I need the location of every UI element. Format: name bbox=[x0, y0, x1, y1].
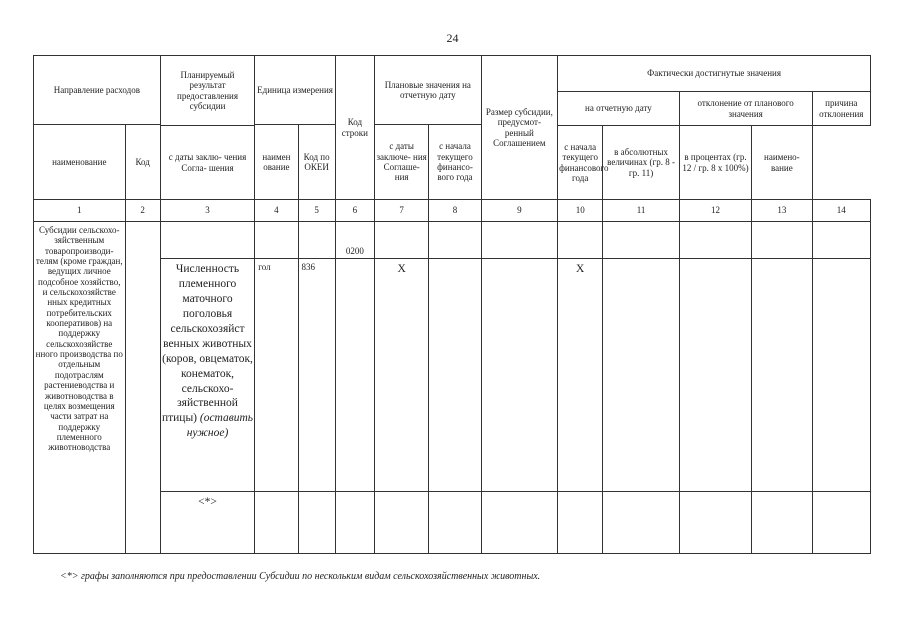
empty-cell bbox=[335, 259, 374, 492]
empty-cell bbox=[812, 222, 870, 259]
empty-cell bbox=[374, 222, 428, 259]
result-text: Численность племенного маточного поголовья сельскохозяйст венных животных (коров, овцематок, конематок, сельскохо- зяйственной птицы) bbox=[161, 263, 253, 425]
empty-cell bbox=[603, 222, 679, 259]
plan-x-cell: Х bbox=[374, 259, 428, 492]
col-number: 10 bbox=[558, 200, 603, 222]
col-number: 7 bbox=[374, 200, 428, 222]
col-number: 1 bbox=[34, 200, 126, 222]
okei-cell: 836 bbox=[298, 259, 335, 492]
header-planiruemyi: Планируемый результат предоставления субсидии bbox=[160, 56, 255, 126]
empty-cell bbox=[255, 222, 298, 259]
header-prich-naim: наимено- вание bbox=[752, 126, 812, 200]
col-number: 11 bbox=[603, 200, 679, 222]
empty-cell bbox=[558, 222, 603, 259]
empty-cell bbox=[679, 222, 751, 259]
header-plan-s-nachala: с начала текущего финансо- вого года bbox=[429, 125, 481, 200]
empty-cell bbox=[603, 492, 679, 554]
header-fakt-s-daty: с даты заклю- чения Согла- шения bbox=[160, 126, 255, 200]
empty-cell bbox=[481, 259, 557, 492]
empty-cell bbox=[374, 492, 428, 554]
direction-cell: Субсидии сельскохо- зяйственным товаропроизводи- телям (кроме граждан, ведущих личное подсобное хозяйство, и сельскохозяйстве нных кредитных потребительских кооперативов) на поддержку сельскохозяйстве нного производства по отдельным подотраслям растениеводства и животноводства в целях возмещения части затрат на поддержку племенного животноводства bbox=[34, 222, 126, 554]
header-fakt-s-nachala: с начала текущего финансового года bbox=[558, 126, 603, 200]
result-note: (оставить нужное) bbox=[186, 412, 254, 440]
col-number: 2 bbox=[125, 200, 160, 222]
empty-cell bbox=[558, 492, 603, 554]
header-plan-s-daty: с даты заключе- ния Соглаше- ния bbox=[374, 125, 428, 200]
page-number: 24 bbox=[446, 31, 459, 45]
col-number: 9 bbox=[481, 200, 557, 222]
empty-cell bbox=[335, 492, 374, 554]
result-cell bbox=[160, 259, 255, 492]
header-ed-okei: Код по ОКЕИ bbox=[298, 125, 335, 200]
empty-cell bbox=[429, 222, 481, 259]
footnote: <*> графы заполняются при предоставлении Субсидии по нескольким видам сельскохозяйственных животных. bbox=[60, 571, 541, 582]
unit-cell: гол bbox=[255, 259, 298, 492]
header-naimenovanie: наименование bbox=[34, 125, 126, 200]
empty-cell bbox=[679, 492, 751, 554]
header-otklonenie: отклонение от планового значения bbox=[679, 92, 812, 126]
empty-cell bbox=[752, 492, 812, 554]
header-na-otchet: на отчетную дату bbox=[558, 92, 680, 126]
col-number: 12 bbox=[679, 200, 751, 222]
empty-cell bbox=[812, 259, 870, 492]
header-plan-znach: Плановые значения на отчетную дату bbox=[374, 56, 481, 125]
col-number: 6 bbox=[335, 200, 374, 222]
empty-cell bbox=[603, 259, 679, 492]
header-kod: Код bbox=[125, 125, 160, 200]
empty-cell bbox=[160, 222, 255, 259]
empty-cell bbox=[298, 492, 335, 554]
star-cell: <*> bbox=[160, 492, 255, 554]
col-number: 14 bbox=[812, 200, 870, 222]
empty-cell bbox=[481, 222, 557, 259]
header-napravlenie: Направление расходов bbox=[34, 56, 161, 125]
empty-cell bbox=[298, 222, 335, 259]
empty-cell bbox=[752, 259, 812, 492]
empty-cell bbox=[812, 492, 870, 554]
empty-cell bbox=[255, 492, 298, 554]
header-v-proc: в процентах (гр. 12 / гр. 8 х 100%) bbox=[679, 126, 751, 200]
empty-cell bbox=[679, 259, 751, 492]
header-prichina: причина отклонения bbox=[812, 92, 870, 126]
report-grid bbox=[33, 55, 871, 554]
col-number: 5 bbox=[298, 200, 335, 222]
header-fakt: Фактически достигнутые значения bbox=[558, 56, 871, 92]
line-code-cell: 0200 bbox=[335, 222, 374, 259]
header-v-abs: в абсолютных величинах (гр. 8 - гр. 11) bbox=[603, 126, 679, 200]
direction-code-cell bbox=[125, 222, 160, 554]
column-number-row bbox=[34, 200, 871, 222]
col-number: 3 bbox=[160, 200, 255, 222]
empty-cell bbox=[752, 222, 812, 259]
col-number: 4 bbox=[255, 200, 298, 222]
empty-cell bbox=[429, 492, 481, 554]
header-kod-stroki: Код строки bbox=[335, 56, 374, 200]
empty-cell bbox=[429, 259, 481, 492]
col-number: 8 bbox=[429, 200, 481, 222]
header-ed-naimenovanie: наимен ование bbox=[255, 125, 298, 200]
fact-x-cell: Х bbox=[558, 259, 603, 492]
empty-cell bbox=[481, 492, 557, 554]
header-razmer: Размер субсидии, предусмот- ренный Соглашением bbox=[481, 56, 557, 200]
col-number: 13 bbox=[752, 200, 812, 222]
header-edinica: Единица измерения bbox=[255, 56, 335, 125]
